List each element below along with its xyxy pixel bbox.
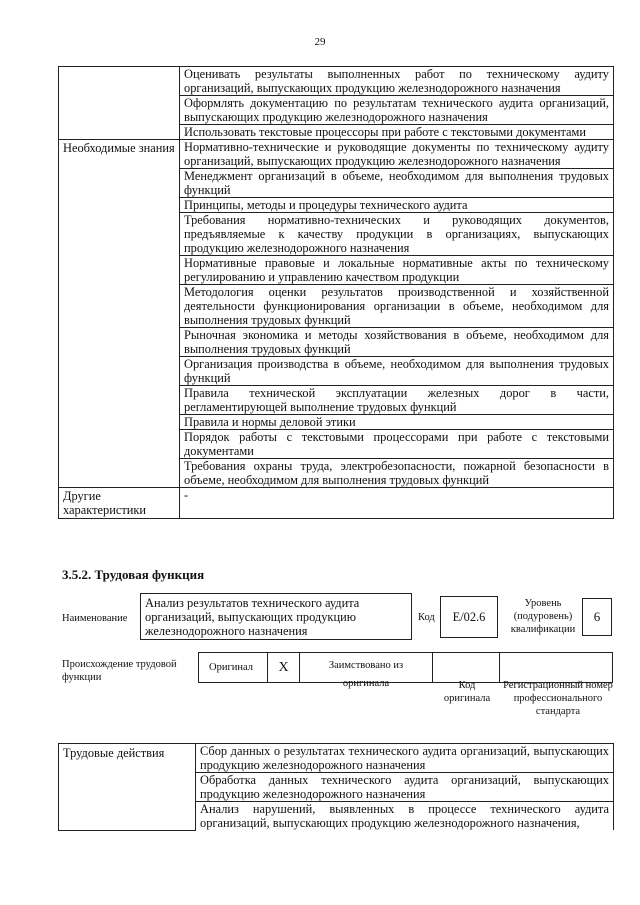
table-cell: Порядок работы с текстовыми процессорами при работе с текстовыми документами [180, 430, 614, 459]
page-number: 29 [314, 36, 326, 48]
requirements-table [58, 66, 614, 519]
table-cell: Правила технической эксплуатации железных дорог в части, регламентирующей выполнение трудовых функций [180, 386, 614, 415]
table-cell: Оформлять документацию по результатам технического аудита организаций, выпускающих продукцию железнодорожного назначения [180, 96, 614, 125]
table-cell: Рыночная экономика и методы хозяйствования в объеме, необходимом для выполнения трудовых функций [180, 328, 614, 357]
table-cell: Нормативно-технические и руководящие документы по техническому аудиту организаций, выпускающих продукцию железнодорожного назначения [180, 140, 614, 169]
row-label: Необходимые знания [59, 140, 180, 488]
code-original-label: Код оригинала [443, 680, 491, 704]
section-title: 3.5.2. Трудовая функция [62, 567, 205, 582]
table-cell: Менеджмент организаций в объеме, необходимом для выполнения трудовых функций [180, 169, 614, 198]
code-value: E/02.6 [452, 609, 486, 624]
table-cell: Анализ нарушений, выявленных в процессе технического аудита организаций, выпускающих продукцию железнодорожного назначения, [196, 802, 614, 831]
table-cell: Организация производства в объеме, необходимом для выполнения трудовых функций [180, 357, 614, 386]
row-label: Трудовые действия [59, 744, 196, 831]
name-value: Анализ результатов технического аудита организаций, выпускающих продукцию железнодорожного назначения [145, 596, 360, 638]
reg-number-label: Регистрационный номер профессионального стандарта [503, 680, 613, 717]
table-row [59, 744, 614, 773]
code-value-box [440, 596, 498, 638]
table-row [59, 140, 614, 169]
table-cell: Оценивать результаты выполненных работ по техническому аудиту организаций, выпускающих продукцию железнодорожного назначения [180, 67, 614, 96]
original-label: Оригинал [209, 662, 253, 673]
name-value-box [140, 593, 412, 640]
level-value-box [582, 598, 612, 636]
original-mark-cell [267, 652, 300, 683]
table-cell: Принципы, методы и процедуры технического аудита [180, 198, 614, 213]
origin-label: Происхождение трудовой функции [62, 659, 177, 683]
table-cell: - [180, 488, 614, 519]
level-value: 6 [593, 609, 601, 624]
level-label: Уровень (подуровень) квалификации [510, 598, 576, 635]
labor-actions-table [58, 743, 614, 831]
row-label [59, 67, 180, 140]
table-row [59, 67, 614, 96]
original-cell [198, 652, 268, 683]
borrowed-label: Заимствовано из оригинала [328, 660, 404, 689]
table-cell: Сбор данных о результатах технического аудита организаций, выпускающих продукцию железнодорожного назначения [196, 744, 614, 773]
table-row [59, 488, 614, 519]
borrowed-cell [299, 652, 433, 689]
code-label: Код [418, 612, 435, 623]
table-cell: Методология оценки результатов производственной и хозяйственной деятельности функционирования организации в объеме, необходимом для выполнения трудовых функций [180, 285, 614, 328]
name-label: Наименование [62, 613, 128, 624]
original-mark: X [278, 659, 289, 675]
table-cell: Обработка данных технического аудита организаций, выпускающих продукцию железнодорожного назначения [196, 773, 614, 802]
table-cell: Использовать текстовые процессоры при работе с текстовыми документами [180, 125, 614, 140]
table-cell: Требования охраны труда, электробезопасности, пожарной безопасности в объеме, необходимом для выполнения трудовых функций [180, 459, 614, 488]
table-cell: Нормативные правовые и локальные нормативные акты по техническому регулированию и управлению качеством продукции [180, 256, 614, 285]
table-cell: Правила и нормы деловой этики [180, 415, 614, 430]
row-label: Другие характеристики [59, 488, 180, 519]
table-cell: Требования нормативно-технических и руководящих документов, предъявляемые к качеству продукции в организациях, выпускающих продукцию железнодорожного назначения [180, 213, 614, 256]
